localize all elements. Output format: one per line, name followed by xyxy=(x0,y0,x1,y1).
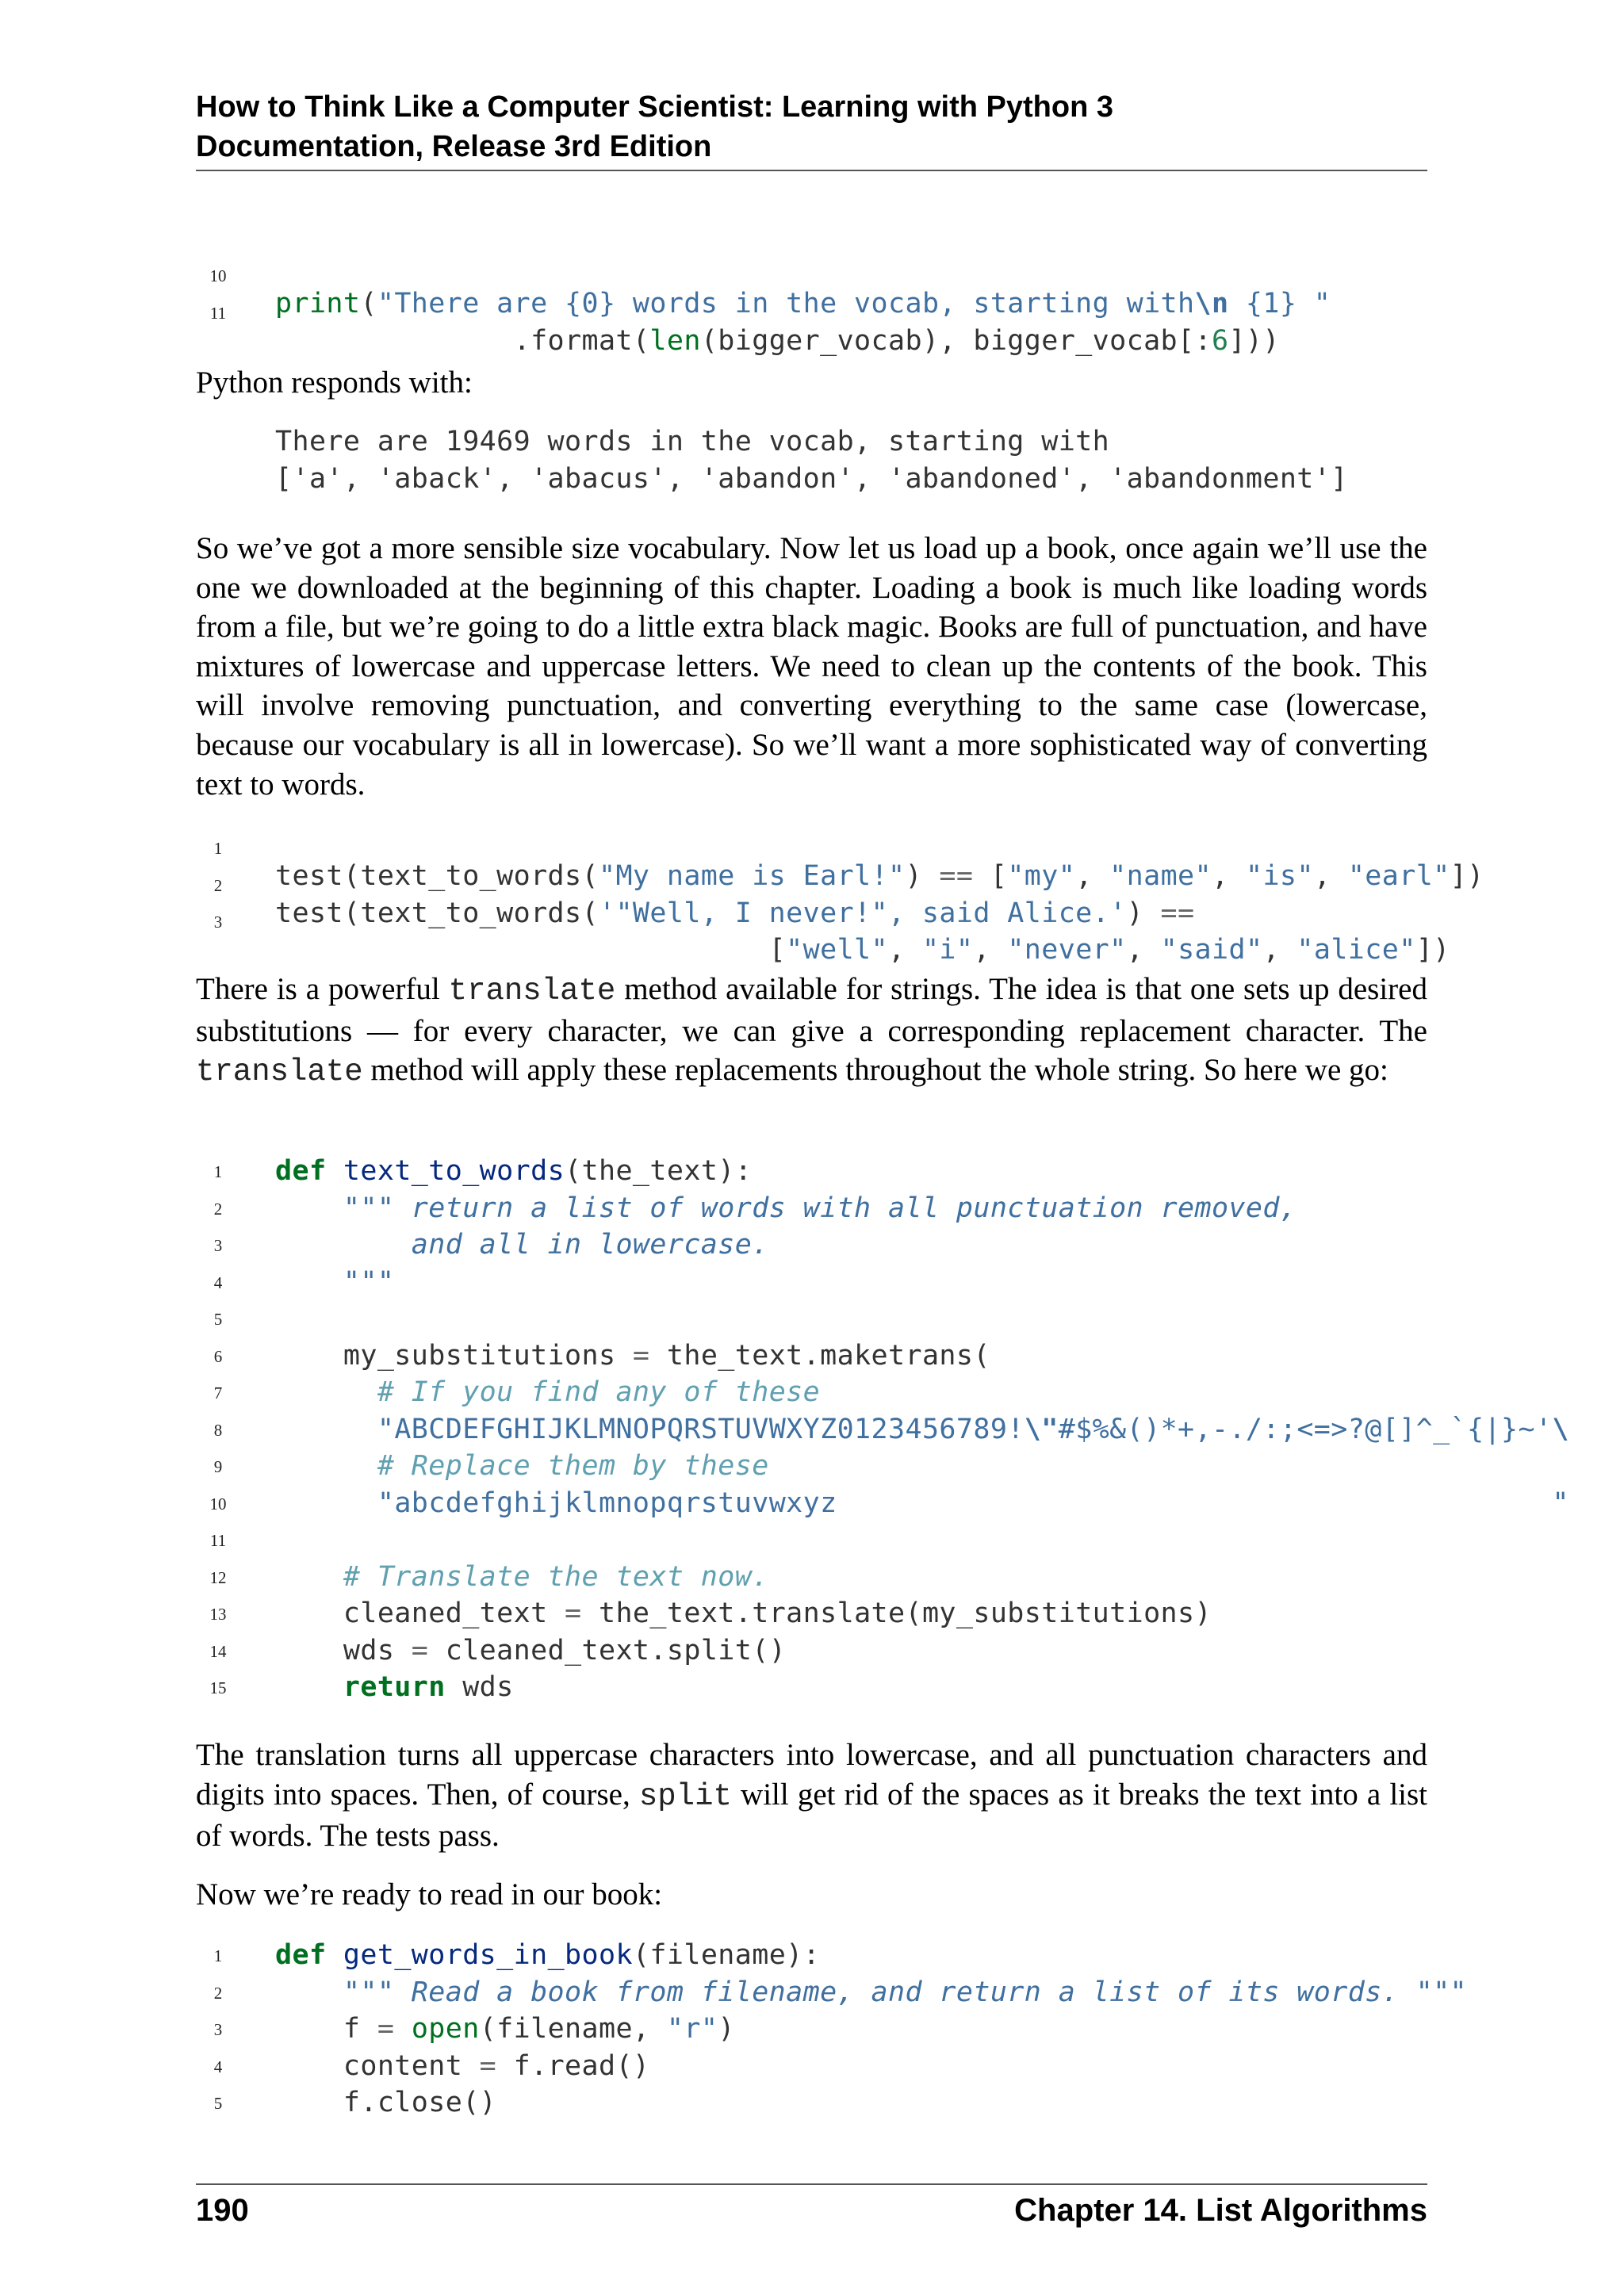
paragraph-translation-explained xyxy=(196,1735,1427,1856)
text-run: method available for strings. The idea is that one sets up desired substitutions — for every character, we can give a corresponding replacement character. The xyxy=(196,972,1427,1048)
code-line xyxy=(0,1264,1624,1301)
paragraph-python-responds: Python responds with: xyxy=(196,365,473,400)
code-text: # If you find any of these xyxy=(377,1376,821,1408)
code-line xyxy=(0,903,1624,966)
code-text: ["well", "i", "never", "said", "alice"]) xyxy=(275,934,1450,966)
code-block-tests xyxy=(0,829,1624,966)
code-text: """ return a list of words with all punctuation removed, xyxy=(343,1192,1297,1224)
code-text: cleaned_text = the_text.translate(my_substitutions) xyxy=(275,1598,1212,1629)
text-run: There is a powerful xyxy=(196,972,449,1006)
code-line xyxy=(0,1485,1624,1522)
footer-rule xyxy=(196,2183,1427,2185)
paragraph-ready-to-read: Now we’re ready to read in our book: xyxy=(196,1877,663,1911)
code-line xyxy=(0,1632,1624,1670)
line-number: 13 xyxy=(209,1605,227,1624)
output-line: ['a', 'aback', 'abacus', 'abandon', 'abandoned', 'abandonment'] xyxy=(275,462,1348,495)
code-line xyxy=(0,2011,1624,2048)
line-number: 4 xyxy=(213,2057,223,2076)
line-number: 5 xyxy=(213,2094,223,2113)
code-line xyxy=(0,1669,1624,1706)
code-text: test(text_to_words("My name is Earl!") == ["my", "name", "is", "earl"]) xyxy=(275,860,1484,892)
line-number: 8 xyxy=(213,1420,223,1440)
paragraph-sensible-vocabulary: So we’ve got a more sensible size vocabulary. Now let us load up a book, once again we’ll use the one we downloaded at the beginning of this chapter. Loading a book is much like loading words from a file, but we’re going to do a little extra black magic. Books are full of punctuation, and have mixtures of lowercase and uppercase letters. We need to clean up the contents of the book. This will involve removing punctuation, and converting everything to the same case (lowercase, because our vocabulary is all in lowercase). So we’ll want a more sophisticated way of converting text to words. xyxy=(196,531,1427,802)
text-run: will get rid of the spaces as it breaks the text into a list of words. The tests pass. xyxy=(196,1777,1428,1854)
line-number: 7 xyxy=(213,1383,223,1402)
code-text: print("There are {0} words in the vocab, starting with\n {1} " xyxy=(275,288,1331,320)
code-text: "ABCDEFGHIJKLMNOPQRSTUVWXYZ0123456789!\"#$%&()*+,-./:;<=>?@[]^_`{|}~'\ xyxy=(377,1413,1569,1445)
code-line xyxy=(0,867,1624,929)
code-line xyxy=(0,1374,1624,1411)
inline-code-translate: translate xyxy=(448,974,616,1008)
running-footer xyxy=(196,2190,1427,2231)
paragraph-translate-method xyxy=(196,970,1427,1093)
line-number: 11 xyxy=(209,303,227,323)
code-line xyxy=(0,829,1624,892)
code-line xyxy=(0,1448,1624,1485)
line-number: 2 xyxy=(213,1199,223,1219)
output-line: There are 19469 words in the vocab, starting with xyxy=(275,426,1110,457)
code-text: def get_words_in_book(filename): xyxy=(275,1939,821,1971)
line-number: 1 xyxy=(213,1162,223,1181)
code-line xyxy=(0,1300,1624,1337)
code-line xyxy=(0,1337,1624,1375)
code-text: my_substitutions = the_text.maketrans( xyxy=(275,1339,990,1372)
code-text: f = open(filename, "r") xyxy=(275,2013,735,2045)
code-text: return wds xyxy=(343,1671,514,1703)
inline-code-translate: translate xyxy=(196,1054,363,1090)
code-line xyxy=(0,2084,1624,2122)
line-number: 12 xyxy=(209,1567,227,1587)
inline-code-split: split xyxy=(638,1778,732,1814)
code-line xyxy=(0,294,1624,357)
code-block-vocab-print xyxy=(0,257,1624,357)
code-text: test(text_to_words('"Well, I never!", said Alice.') == xyxy=(275,897,1195,929)
text-run: method will apply these replacements throughout the whole string. So here we go: xyxy=(362,1053,1388,1088)
line-number: 6 xyxy=(213,1346,223,1366)
line-number: 11 xyxy=(209,1531,227,1550)
code-text: wds = cleaned_text.split() xyxy=(275,1634,787,1667)
line-number: 9 xyxy=(213,1457,223,1476)
line-number: 2 xyxy=(213,875,223,895)
line-number: 10 xyxy=(209,1494,227,1513)
code-line xyxy=(0,1559,1624,1596)
line-number: 3 xyxy=(213,2020,223,2039)
code-line xyxy=(0,1937,1624,1974)
code-text: "abcdefghijklmnopqrstuvwxyz " xyxy=(377,1487,1569,1519)
line-number: 10 xyxy=(209,266,227,285)
code-text: # Replace them by these xyxy=(377,1450,769,1482)
code-line xyxy=(0,1226,1624,1264)
code-line xyxy=(0,1521,1624,1559)
line-number: 5 xyxy=(213,1310,223,1329)
code-text: .format(len(bigger_vocab), bigger_vocab[:6])) xyxy=(275,324,1280,357)
chapter-title: Chapter 14. List Algorithms xyxy=(1014,2193,1427,2228)
output-block xyxy=(275,423,1348,497)
line-number: 15 xyxy=(209,1678,227,1697)
line-number: 3 xyxy=(213,913,223,932)
code-line xyxy=(0,1974,1624,2011)
code-text: f.close() xyxy=(275,2087,497,2118)
code-line xyxy=(0,2048,1624,2085)
code-text: and all in lowercase. xyxy=(411,1229,769,1261)
code-text: """ Read a book from filename, and return a list of its words. """ xyxy=(343,1976,1468,2008)
header-title-line2: Documentation, Release 3rd Edition xyxy=(196,130,712,163)
code-block-text-to-words xyxy=(0,1153,1624,1706)
line-number: 2 xyxy=(213,1983,223,2003)
page-number: 190 xyxy=(196,2193,249,2228)
code-block-get-words-in-book xyxy=(0,1937,1624,2122)
code-line xyxy=(0,1595,1624,1632)
code-text: content = f.read() xyxy=(275,2049,650,2082)
code-text: """ xyxy=(343,1265,395,1298)
text-run: The translation turns all uppercase characters into lowercase, and all punctuation characters and digits into spaces. Then, of course, xyxy=(196,1738,1427,1812)
code-line xyxy=(0,1153,1624,1190)
code-line xyxy=(0,1411,1624,1448)
line-number: 3 xyxy=(213,1236,223,1255)
running-header xyxy=(196,87,1427,171)
line-number: 1 xyxy=(213,1946,223,1965)
code-text: # Translate the text now. xyxy=(343,1560,769,1593)
line-number: 4 xyxy=(213,1272,223,1292)
line-number: 1 xyxy=(213,839,223,858)
line-number: 14 xyxy=(209,1641,227,1661)
header-title-line1: How to Think Like a Computer Scientist: Learning with Python 3 xyxy=(196,90,1113,124)
code-line xyxy=(0,1190,1624,1227)
code-text: def text_to_words(the_text): xyxy=(275,1155,753,1187)
